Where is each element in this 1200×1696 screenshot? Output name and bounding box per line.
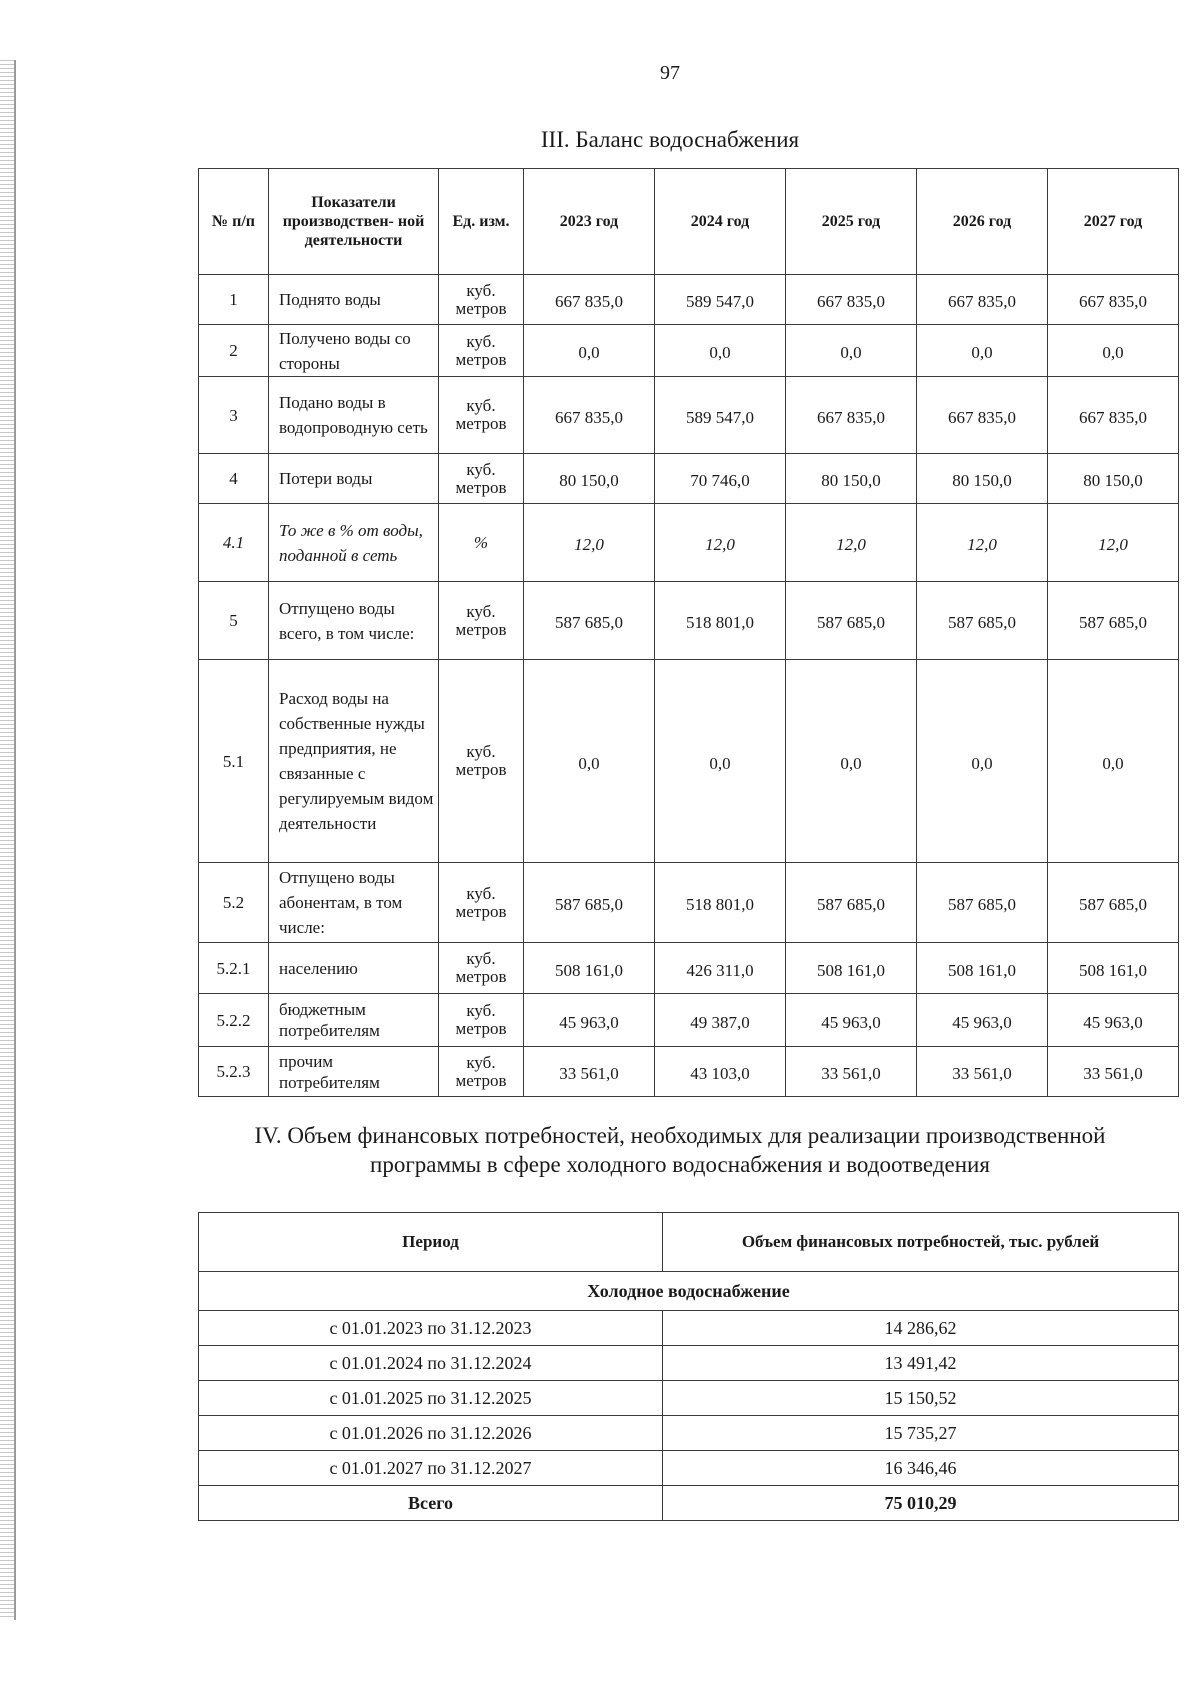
- row-name: Потери воды: [269, 454, 439, 504]
- page-number: 97: [660, 62, 680, 84]
- value-2023: 587 685,0: [524, 582, 655, 660]
- volume-cell: 16 346,46: [663, 1451, 1179, 1486]
- value-2023: 12,0: [524, 504, 655, 582]
- header-2025: 2025 год: [786, 169, 917, 275]
- value-2027: 12,0: [1048, 504, 1179, 582]
- row-unit: куб. метров: [439, 454, 524, 504]
- value-2024: 70 746,0: [655, 454, 786, 504]
- period-cell: с 01.01.2023 по 31.12.2023: [199, 1311, 663, 1346]
- row-no: 5.1: [199, 660, 269, 863]
- header-volume: Объем финансовых потребностей, тыс. рублей: [663, 1213, 1179, 1272]
- value-2027: 667 835,0: [1048, 275, 1179, 325]
- value-2024: 0,0: [655, 325, 786, 377]
- value-2023: 0,0: [524, 325, 655, 377]
- row-no: 1: [199, 275, 269, 325]
- value-2027: 508 161,0: [1048, 943, 1179, 994]
- value-2027: 0,0: [1048, 325, 1179, 377]
- value-2024: 49 387,0: [655, 994, 786, 1047]
- total-label: Всего: [199, 1486, 663, 1521]
- row-name: бюджетным потребителям: [269, 994, 439, 1047]
- value-2024: 0,0: [655, 660, 786, 863]
- volume-cell: 15 735,27: [663, 1416, 1179, 1451]
- group-cold-water-supply: Холодное водоснабжение: [199, 1272, 1179, 1311]
- value-2026: 587 685,0: [917, 582, 1048, 660]
- value-2027: 667 835,0: [1048, 377, 1179, 454]
- table-row: [199, 1047, 1179, 1097]
- volume-cell: 13 491,42: [663, 1346, 1179, 1381]
- value-2024: 426 311,0: [655, 943, 786, 994]
- table-row: [199, 454, 1179, 504]
- value-2027: 587 685,0: [1048, 582, 1179, 660]
- value-2026: 80 150,0: [917, 454, 1048, 504]
- volume-cell: 15 150,52: [663, 1381, 1179, 1416]
- value-2025: 587 685,0: [786, 582, 917, 660]
- financial-needs-table: [198, 1212, 1179, 1521]
- row-name: Расход воды на собственные нужды предприятия, не связанные с регулируемым видом деятельности: [269, 660, 439, 863]
- value-2025: 12,0: [786, 504, 917, 582]
- row-unit: куб. метров: [439, 325, 524, 377]
- volume-cell: 14 286,62: [663, 1311, 1179, 1346]
- row-name: населению: [269, 943, 439, 994]
- table-row: [199, 275, 1179, 325]
- total-value: 75 010,29: [663, 1486, 1179, 1521]
- value-2026: 667 835,0: [917, 377, 1048, 454]
- value-2023: 80 150,0: [524, 454, 655, 504]
- period-cell: с 01.01.2026 по 31.12.2026: [199, 1416, 663, 1451]
- row-unit: куб. метров: [439, 863, 524, 943]
- value-2023: 45 963,0: [524, 994, 655, 1047]
- row-unit: %: [439, 504, 524, 582]
- value-2026: 0,0: [917, 660, 1048, 863]
- scan-binding-line: [14, 60, 16, 1620]
- row-name: Подано воды в водопроводную сеть: [269, 377, 439, 454]
- period-cell: с 01.01.2025 по 31.12.2025: [199, 1381, 663, 1416]
- row-name: прочим потребителям: [269, 1047, 439, 1097]
- value-2027: 587 685,0: [1048, 863, 1179, 943]
- row-unit: куб. метров: [439, 275, 524, 325]
- value-2026: 0,0: [917, 325, 1048, 377]
- header-unit: Ед. изм.: [439, 169, 524, 275]
- row-no: 5.2.1: [199, 943, 269, 994]
- table-header-row: [199, 1213, 1179, 1272]
- table-header-row: [199, 169, 1179, 275]
- row-unit: куб. метров: [439, 994, 524, 1047]
- row-no: 4: [199, 454, 269, 504]
- row-no: 3: [199, 377, 269, 454]
- value-2027: 33 561,0: [1048, 1047, 1179, 1097]
- row-unit: куб. метров: [439, 1047, 524, 1097]
- row-name: Поднято воды: [269, 275, 439, 325]
- value-2026: 667 835,0: [917, 275, 1048, 325]
- period-cell: с 01.01.2027 по 31.12.2027: [199, 1451, 663, 1486]
- water-balance-table: [198, 168, 1179, 1097]
- table-row: [199, 325, 1179, 377]
- value-2025: 45 963,0: [786, 994, 917, 1047]
- row-unit: куб. метров: [439, 377, 524, 454]
- row-no: 5.2: [199, 863, 269, 943]
- value-2024: 589 547,0: [655, 275, 786, 325]
- table-row: [199, 660, 1179, 863]
- row-name: То же в % от воды, поданной в сеть: [269, 504, 439, 582]
- value-2023: 0,0: [524, 660, 655, 863]
- value-2025: 667 835,0: [786, 275, 917, 325]
- period-cell: с 01.01.2024 по 31.12.2024: [199, 1346, 663, 1381]
- header-2024: 2024 год: [655, 169, 786, 275]
- table-row: [199, 504, 1179, 582]
- value-2024: 43 103,0: [655, 1047, 786, 1097]
- value-2024: 12,0: [655, 504, 786, 582]
- row-no: 5.2.3: [199, 1047, 269, 1097]
- section-4-title: IV. Объем финансовых потребностей, необходимых для реализации производственной программы в сфере холодного водоснабжения и водоотведения: [254, 1123, 1106, 1177]
- table-row: [199, 1311, 1179, 1346]
- row-name: Отпущено воды абонентам, в том числе:: [269, 863, 439, 943]
- section-3-title: III. Баланс водоснабжения: [540, 127, 800, 152]
- row-no: 5.2.2: [199, 994, 269, 1047]
- group-row: [199, 1272, 1179, 1311]
- value-2023: 33 561,0: [524, 1047, 655, 1097]
- table-row: [199, 1346, 1179, 1381]
- row-unit: куб. метров: [439, 582, 524, 660]
- value-2026: 587 685,0: [917, 863, 1048, 943]
- value-2023: 667 835,0: [524, 377, 655, 454]
- value-2023: 667 835,0: [524, 275, 655, 325]
- value-2026: 45 963,0: [917, 994, 1048, 1047]
- value-2023: 587 685,0: [524, 863, 655, 943]
- value-2027: 45 963,0: [1048, 994, 1179, 1047]
- value-2025: 33 561,0: [786, 1047, 917, 1097]
- row-no: 4.1: [199, 504, 269, 582]
- value-2025: 80 150,0: [786, 454, 917, 504]
- value-2024: 589 547,0: [655, 377, 786, 454]
- value-2025: 0,0: [786, 660, 917, 863]
- value-2025: 508 161,0: [786, 943, 917, 994]
- value-2024: 518 801,0: [655, 863, 786, 943]
- row-name: Отпущено воды всего, в том числе:: [269, 582, 439, 660]
- value-2026: 508 161,0: [917, 943, 1048, 994]
- row-unit: куб. метров: [439, 660, 524, 863]
- value-2026: 33 561,0: [917, 1047, 1048, 1097]
- table-row: [199, 943, 1179, 994]
- header-2023: 2023 год: [524, 169, 655, 275]
- value-2027: 0,0: [1048, 660, 1179, 863]
- value-2027: 80 150,0: [1048, 454, 1179, 504]
- value-2025: 667 835,0: [786, 377, 917, 454]
- header-2026: 2026 год: [917, 169, 1048, 275]
- value-2024: 518 801,0: [655, 582, 786, 660]
- value-2025: 0,0: [786, 325, 917, 377]
- row-unit: куб. метров: [439, 943, 524, 994]
- table-row: [199, 1451, 1179, 1486]
- row-name: Получено воды со стороны: [269, 325, 439, 377]
- table-row: [199, 994, 1179, 1047]
- table-row: [199, 582, 1179, 660]
- row-no: 2: [199, 325, 269, 377]
- table-row: [199, 1381, 1179, 1416]
- table-row: [199, 1416, 1179, 1451]
- table-row: [199, 863, 1179, 943]
- header-2027: 2027 год: [1048, 169, 1179, 275]
- total-row: [199, 1486, 1179, 1521]
- value-2023: 508 161,0: [524, 943, 655, 994]
- table-row: [199, 377, 1179, 454]
- header-indicator: Показатели производствен- ной деятельности: [269, 169, 439, 275]
- value-2025: 587 685,0: [786, 863, 917, 943]
- value-2026: 12,0: [917, 504, 1048, 582]
- header-period: Период: [199, 1213, 663, 1272]
- header-no: № п/п: [199, 169, 269, 275]
- row-no: 5: [199, 582, 269, 660]
